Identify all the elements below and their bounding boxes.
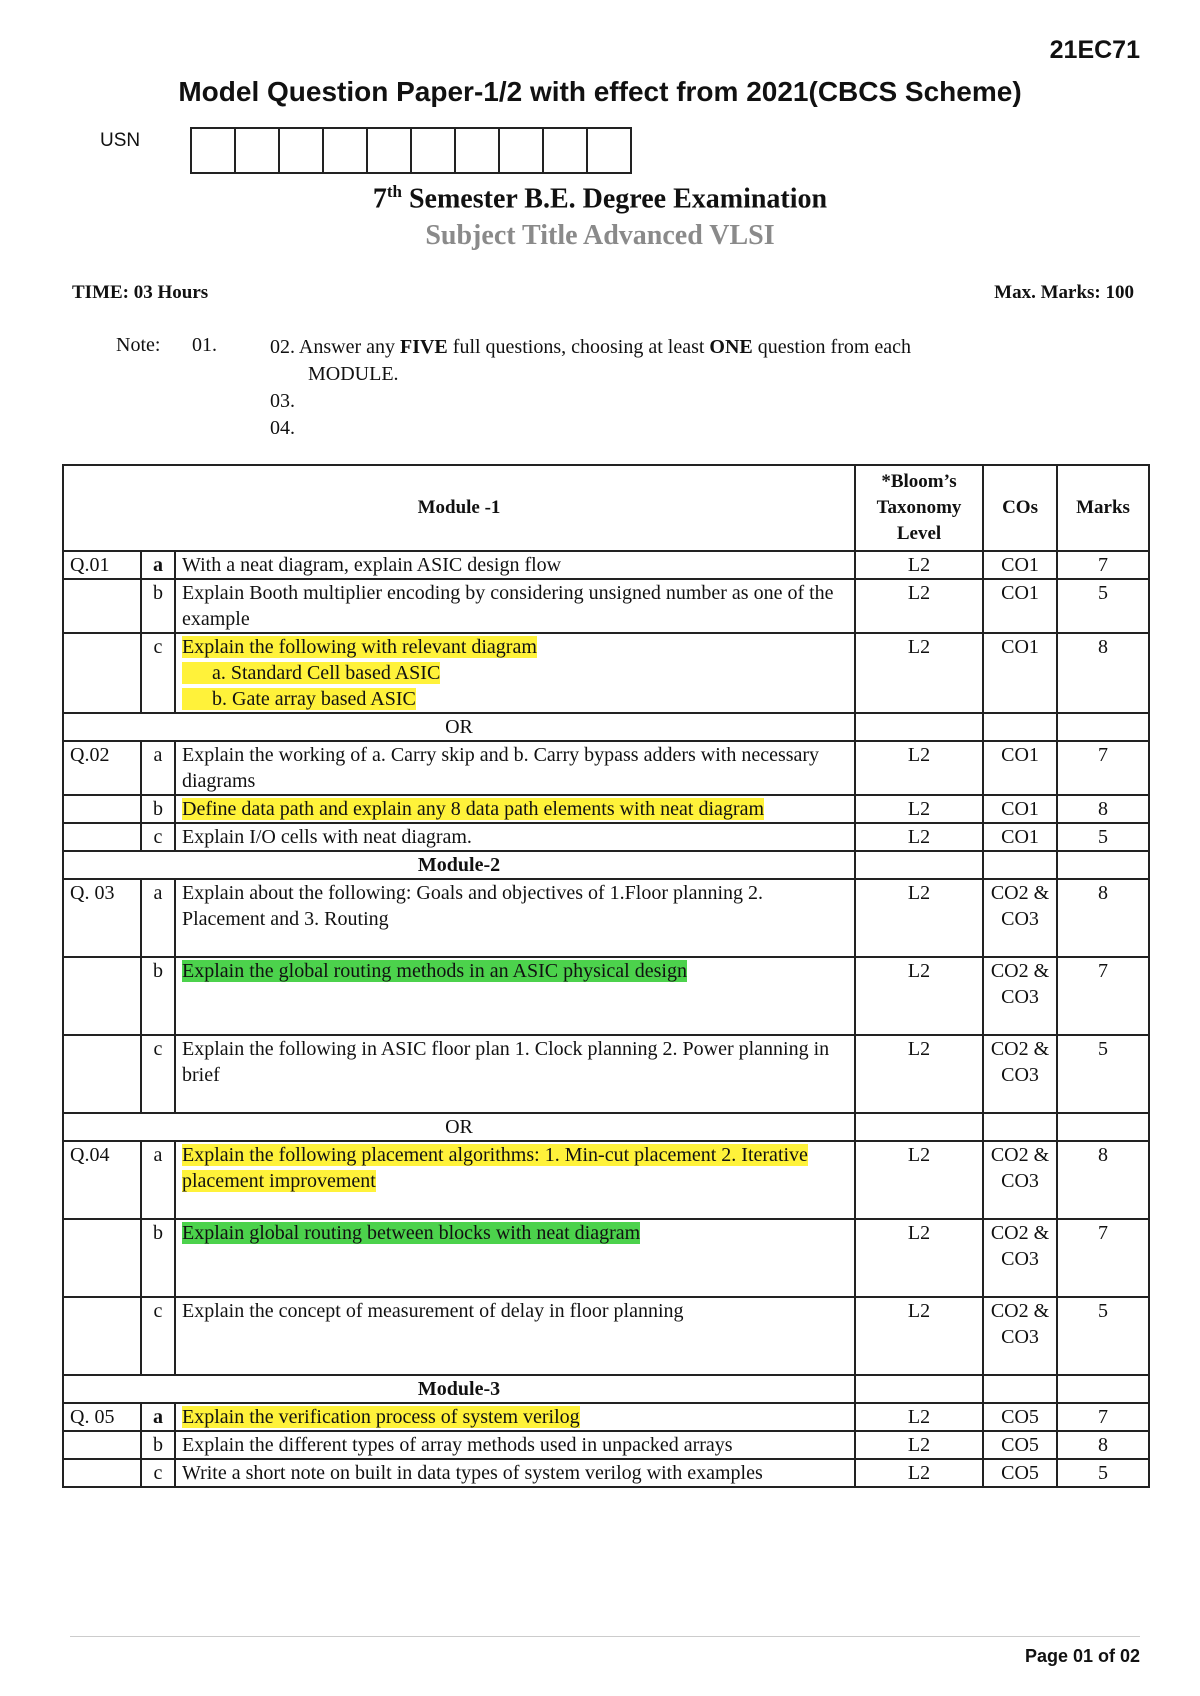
question-text: Explain I/O cells with neat diagram.: [175, 823, 855, 851]
header-cos: COs: [983, 465, 1057, 551]
question-text: Explain the following in ASIC floor plan 1. Clock planning 2. Power planning in brief: [175, 1035, 855, 1113]
table-row: b Explain Booth multiplier encoding by considering unsigned number as one of the example L2 CO1 5: [63, 579, 1149, 633]
module-3-row: Module-3: [63, 1375, 1149, 1403]
usn-box: [500, 129, 544, 172]
time-label: TIME: 03 Hours: [72, 282, 209, 303]
table-row: Q.02 a Explain the working of a. Carry skip and b. Carry bypass adders with necessary diagrams L2 CO1 7: [63, 741, 1149, 795]
exam-heading: 7th Semester B.E. Degree Examination: [372, 182, 828, 215]
usn-box: [236, 129, 280, 172]
subject-code: 21EC71: [1049, 36, 1140, 64]
footer-divider: [70, 1636, 1140, 1637]
page-number: Page 01 of 02: [1024, 1646, 1140, 1666]
question-text: Explain about the following: Goals and objectives of 1.Floor planning 2. Placement and 3. Routing: [175, 879, 855, 957]
question-text: Explain global routing between blocks with neat diagram: [175, 1219, 855, 1297]
table-row: Q. 03 a Explain about the following: Goals and objectives of 1.Floor planning 2. Placement and 3. Routing L2 CO2 & CO3 8: [63, 879, 1149, 957]
subject-title: Subject Title Advanced VLSI: [425, 220, 775, 251]
note-02: 02. Answer any FIVE full questions, choosing at least ONE question from each: [270, 336, 912, 358]
usn-box: [368, 129, 412, 172]
question-text: Explain the global routing methods in an ASIC physical design: [175, 957, 855, 1035]
question-text: Explain the verification process of system verilog: [175, 1403, 855, 1431]
usn-box: [324, 129, 368, 172]
usn-box: [280, 129, 324, 172]
table-header-row: [63, 465, 1149, 551]
question-text: Write a short note on built in data types of system verilog with examples: [175, 1459, 855, 1487]
question-text: Explain the working of a. Carry skip and b. Carry bypass adders with necessary diagrams: [175, 741, 855, 795]
note-instructions: [270, 334, 911, 442]
question-text: Explain the following placement algorithms: 1. Min-cut placement 2. Iterative placement improvement: [175, 1141, 855, 1219]
usn-label: USN: [100, 130, 141, 151]
header-marks: Marks: [1057, 465, 1149, 551]
max-marks-label: Max. Marks: 100: [994, 282, 1134, 303]
paper-title: Model Question Paper-1/2 with effect from 2021(CBCS Scheme): [178, 76, 1022, 107]
header-module-1: Module -1: [63, 465, 855, 551]
note-03: 03.: [270, 390, 295, 412]
table-row: Q. 05 a Explain the verification process of system verilog L2 CO5 7: [63, 1403, 1149, 1431]
table-row: b Explain the different types of array methods used in unpacked arrays L2 CO5 8: [63, 1431, 1149, 1459]
table-row: Q.01 a With a neat diagram, explain ASIC design flow L2 CO1 7: [63, 551, 1149, 579]
usn-box: [456, 129, 500, 172]
question-text: Explain the concept of measurement of delay in floor planning: [175, 1297, 855, 1375]
usn-box: [412, 129, 456, 172]
question-text: Define data path and explain any 8 data path elements with neat diagram: [175, 795, 855, 823]
table-row: c Explain the following with relevant diagram a. Standard Cell based ASIC b. Gate array based ASIC L2 CO1 8: [63, 633, 1149, 713]
table-row: b Explain global routing between blocks with neat diagram L2 CO2 & CO3 7: [63, 1219, 1149, 1297]
table-row: c Explain the following in ASIC floor plan 1. Clock planning 2. Power planning in brief L2 CO2 & CO3 5: [63, 1035, 1149, 1113]
note-04: 04.: [270, 417, 295, 439]
usn-input-boxes: [190, 127, 632, 174]
or-row: OR: [63, 1113, 1149, 1141]
question-text: Explain the following with relevant diagram a. Standard Cell based ASIC b. Gate array based ASIC: [175, 633, 855, 713]
note-label: Note:: [116, 334, 161, 356]
usn-box: [588, 129, 630, 172]
or-row: OR: [63, 713, 1149, 741]
table-row: b Define data path and explain any 8 data path elements with neat diagram L2 CO1 8: [63, 795, 1149, 823]
usn-box: [192, 129, 236, 172]
question-text: With a neat diagram, explain ASIC design flow: [175, 551, 855, 579]
question-text: Explain Booth multiplier encoding by considering unsigned number as one of the example: [175, 579, 855, 633]
usn-box: [544, 129, 588, 172]
table-row: c Explain I/O cells with neat diagram. L2 CO1 5: [63, 823, 1149, 851]
questions-table: [62, 464, 1150, 1488]
note-01: 01.: [192, 334, 217, 356]
table-row: c Write a short note on built in data types of system verilog with examples L2 CO5 5: [63, 1459, 1149, 1487]
table-row: Q.04 a Explain the following placement algorithms: 1. Min-cut placement 2. Iterative placement improvement L2 CO2 & CO3 8: [63, 1141, 1149, 1219]
table-row: c Explain the concept of measurement of delay in floor planning L2 CO2 & CO3 5: [63, 1297, 1149, 1375]
module-2-row: Module-2: [63, 851, 1149, 879]
question-text: Explain the different types of array methods used in unpacked arrays: [175, 1431, 855, 1459]
header-bloom: *Bloom’s Taxonomy Level: [855, 465, 983, 551]
note-02-cont: MODULE.: [308, 363, 399, 385]
table-row: b Explain the global routing methods in an ASIC physical design L2 CO2 & CO3 7: [63, 957, 1149, 1035]
